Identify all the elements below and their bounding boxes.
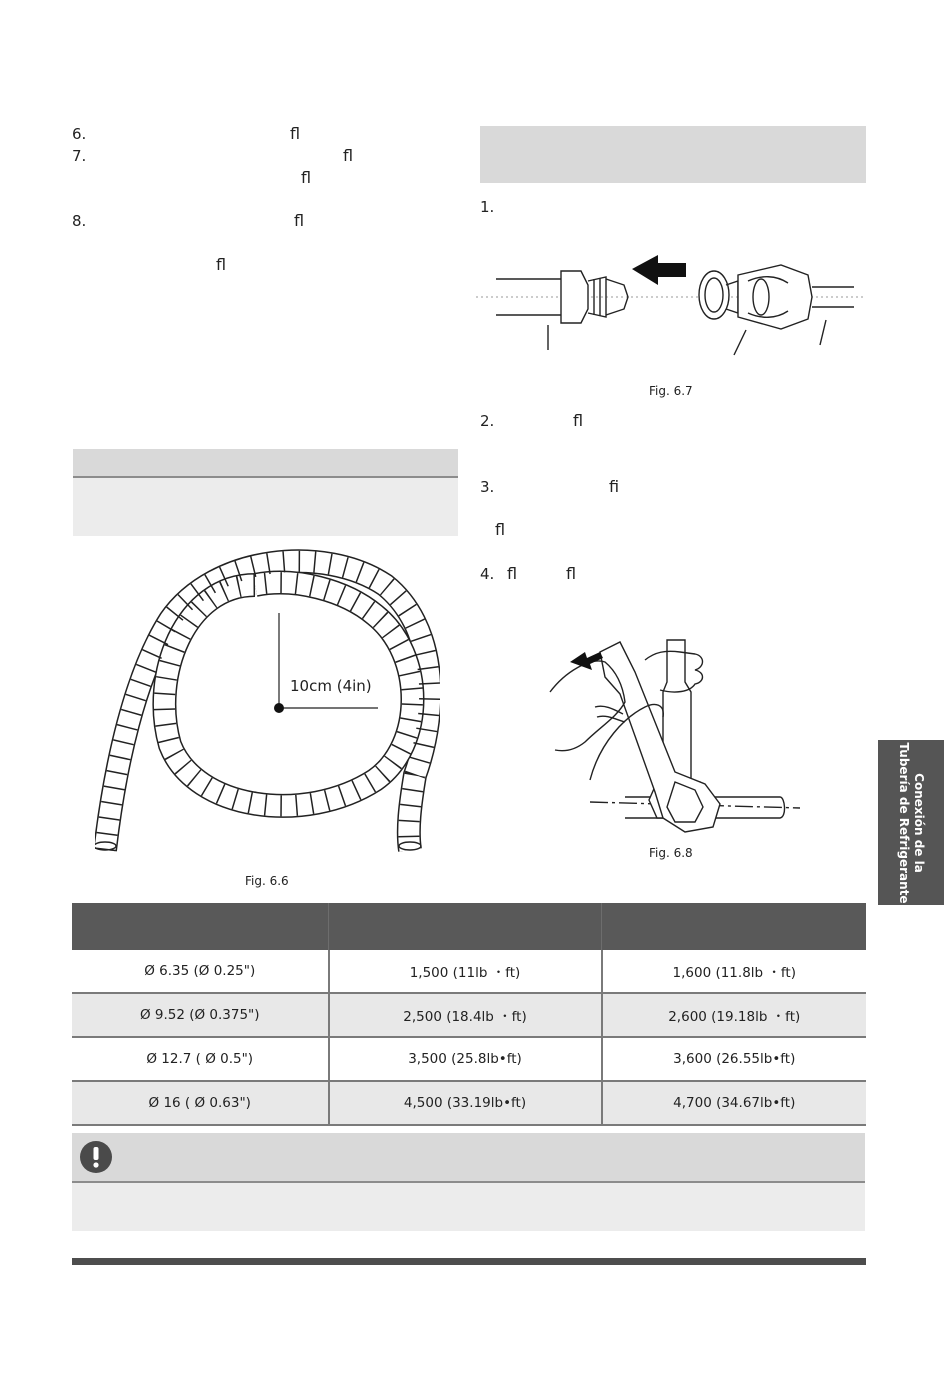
right-step-4-number: 4. [480, 565, 495, 583]
chapter-side-tab[interactable] [878, 740, 944, 905]
right-step-1-number: 1. [480, 198, 495, 216]
table-header-row [72, 903, 866, 950]
right-step-3-glyph-2: ﬂ [495, 520, 506, 539]
section-body-box [73, 478, 458, 536]
torque-min-cell: 4,500 (33.19lb•ft) [329, 1081, 602, 1125]
radius-label: 10cm (4in) [290, 677, 372, 695]
table-row [72, 1037, 866, 1081]
right-step-2-glyph: ﬂ [573, 411, 584, 430]
torque-min-cell: 3,500 (25.8lb•ft) [329, 1037, 602, 1081]
exclamation-icon [80, 1141, 112, 1173]
table-header-cell [72, 903, 329, 950]
fig-6-7-caption: Fig. 6.7 [649, 384, 693, 398]
flare-nut-figure [476, 245, 866, 360]
step-8-glyph-2: ﬂ [216, 255, 227, 274]
step-7-glyph-2: ﬂ [301, 168, 312, 187]
torque-max-cell: 1,600 (11.8lb ・ft) [602, 950, 867, 993]
right-step-4-glyph: ﬂ [507, 564, 518, 583]
pipe-size-cell: Ø 12.7 ( Ø 0.5") [72, 1037, 329, 1081]
coiled-pipe-figure [95, 545, 440, 860]
torque-min-cell: 2,500 (18.4lb ・ft) [329, 993, 602, 1037]
side-tab-line-1: Conexión de la [912, 772, 926, 873]
right-step-3-number: 3. [480, 478, 495, 496]
right-step-4-glyph-2: ﬂ [566, 564, 577, 583]
table-row [72, 950, 866, 993]
fig-6-8-caption: Fig. 6.8 [649, 846, 693, 860]
fig-6-6-caption: Fig. 6.6 [245, 874, 289, 888]
table-header-cell [602, 903, 867, 950]
wrench-tightening-figure [545, 632, 810, 837]
right-step-3-glyph: ﬁ [609, 477, 620, 496]
table-header-cell [329, 903, 602, 950]
note-header [72, 1133, 865, 1183]
right-step-2-number: 2. [480, 412, 495, 430]
torque-max-cell: 4,700 (34.67lb•ft) [602, 1081, 867, 1125]
pipe-size-cell: Ø 9.52 (Ø 0.375") [72, 993, 329, 1037]
step-6-number: 6. [72, 125, 87, 143]
step-7-number: 7. [72, 147, 87, 165]
step-7-glyph: ﬂ [343, 146, 354, 165]
torque-max-cell: 3,600 (26.55lb•ft) [602, 1037, 867, 1081]
step-8-number: 8. [72, 212, 87, 230]
torque-min-cell: 1,500 (11lb ・ft) [329, 950, 602, 993]
table-row [72, 993, 866, 1037]
right-section-header [480, 126, 866, 183]
pipe-size-cell: Ø 16 ( Ø 0.63") [72, 1081, 329, 1125]
footer-rule [72, 1258, 866, 1265]
side-tab-line-2: Tubería de Refrigerante [897, 741, 911, 904]
step-6-glyph: ﬂ [290, 124, 301, 143]
step-8-glyph: ﬂ [294, 211, 305, 230]
pipe-size-cell: Ø 6.35 (Ø 0.25") [72, 950, 329, 993]
torque-max-cell: 2,600 (19.18lb ・ft) [602, 993, 867, 1037]
torque-table [72, 903, 866, 1126]
table-row [72, 1081, 866, 1125]
note-body [72, 1183, 865, 1231]
section-header-bar [73, 449, 458, 476]
